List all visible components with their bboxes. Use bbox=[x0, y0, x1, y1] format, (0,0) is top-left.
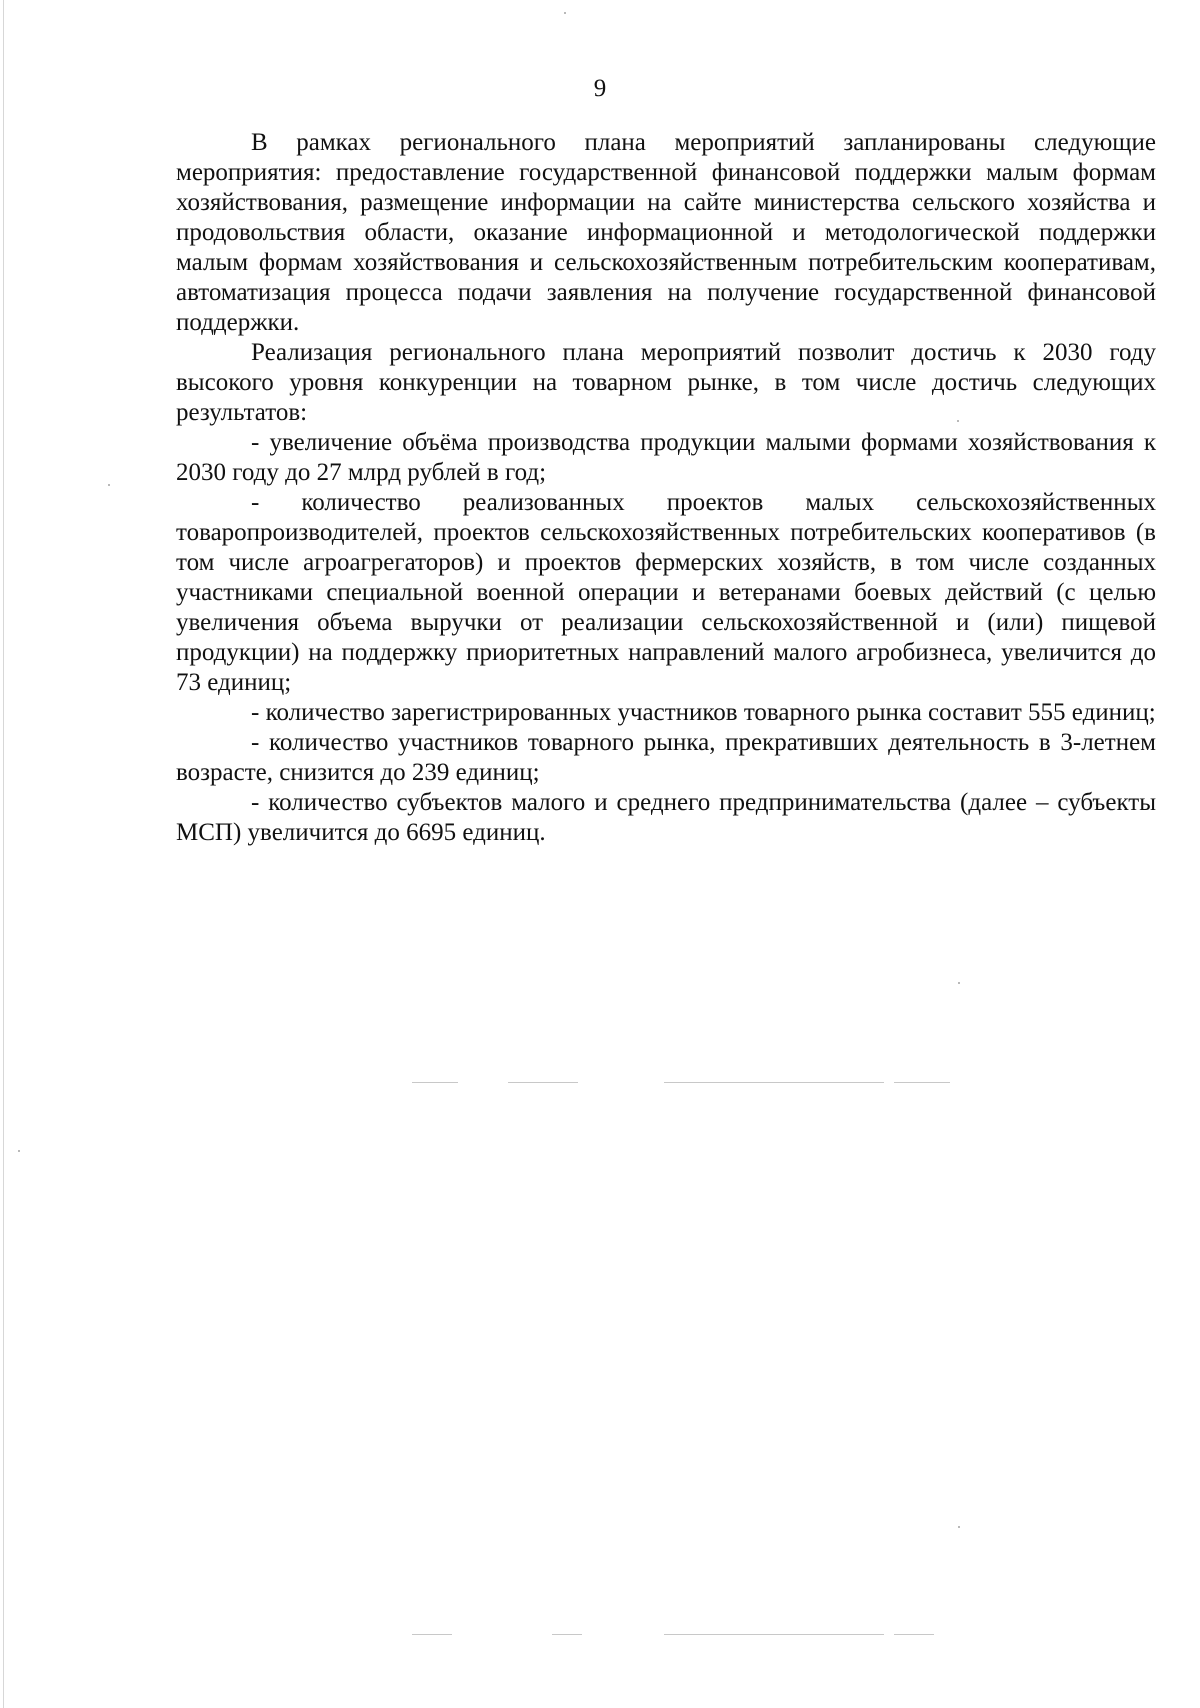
list-item-registered-participants: - количество зарегистрированных участников товарного рынка составит 555 единиц; bbox=[251, 699, 1156, 726]
page-number: 9 bbox=[593, 75, 607, 102]
list-item-closed-participants: - количество участников товарного рынка, прекративших деятельность в 3-летнем возрасте, снизится до 239 единиц; bbox=[176, 729, 1156, 786]
scan-artifact-dot bbox=[958, 982, 960, 984]
scan-artifact-line bbox=[412, 1634, 452, 1635]
paragraph-events: В рамках регионального плана мероприятий запланированы следующие мероприятия: предоставление государственной финансовой поддержки малым формам хозяйствования, размещение информации на сайте министерства сельского хозяйства и продовольствия области, оказание информационной и методологической поддержки малым формам хозяйствования и сельскохозяйственным потребительским кооперативам, автоматизация процесса подачи заявления на получение государственной финансовой поддержки. bbox=[176, 129, 1156, 336]
scan-artifact-line bbox=[508, 1082, 578, 1083]
scan-artifact-line bbox=[552, 1634, 582, 1635]
scan-artifact-line bbox=[664, 1634, 884, 1635]
scan-artifact-line bbox=[412, 1082, 458, 1083]
list-item-projects-count: - количество реализованных проектов малых сельскохозяйственных товаропроизводителей, проектов сельскохозяйственных потребительских кооперативов (в том числе агроагрегаторов) и проектов фермерских хозяйств, в том числе созданных участниками специальной военной операции и ветеранами боевых действий (с целью увеличения объема выручки от реализации сельскохозяйственной и (или) пищевой продукции) на поддержку приоритетных направлений малого агробизнеса, увеличится до 73 единиц; bbox=[176, 489, 1156, 696]
scan-edge bbox=[3, 0, 4, 1708]
scan-artifact-dot bbox=[957, 420, 959, 422]
scan-artifact-dot bbox=[108, 484, 110, 486]
list-item-sme-count: - количество субъектов малого и среднего предпринимательства (далее – субъекты МСП) увеличится до 6695 единиц. bbox=[176, 789, 1156, 846]
list-item-production-volume: - увеличение объёма производства продукции малыми формами хозяйствования к 2030 году до 27 млрд рублей в год; bbox=[176, 429, 1156, 486]
scan-artifact-dot bbox=[18, 1150, 20, 1152]
paragraph-results-intro: Реализация регионального плана мероприятий позволит достичь к 2030 году высокого уровня конкуренции на товарном рынке, в том числе достичь следующих результатов: bbox=[176, 339, 1156, 426]
scan-artifact-line bbox=[664, 1082, 884, 1083]
scan-artifact-line bbox=[894, 1082, 950, 1083]
scan-artifact-dot bbox=[564, 12, 566, 14]
scan-artifact-dot bbox=[958, 1526, 960, 1528]
scan-artifact-line bbox=[894, 1634, 934, 1635]
document-body bbox=[176, 128, 1156, 848]
